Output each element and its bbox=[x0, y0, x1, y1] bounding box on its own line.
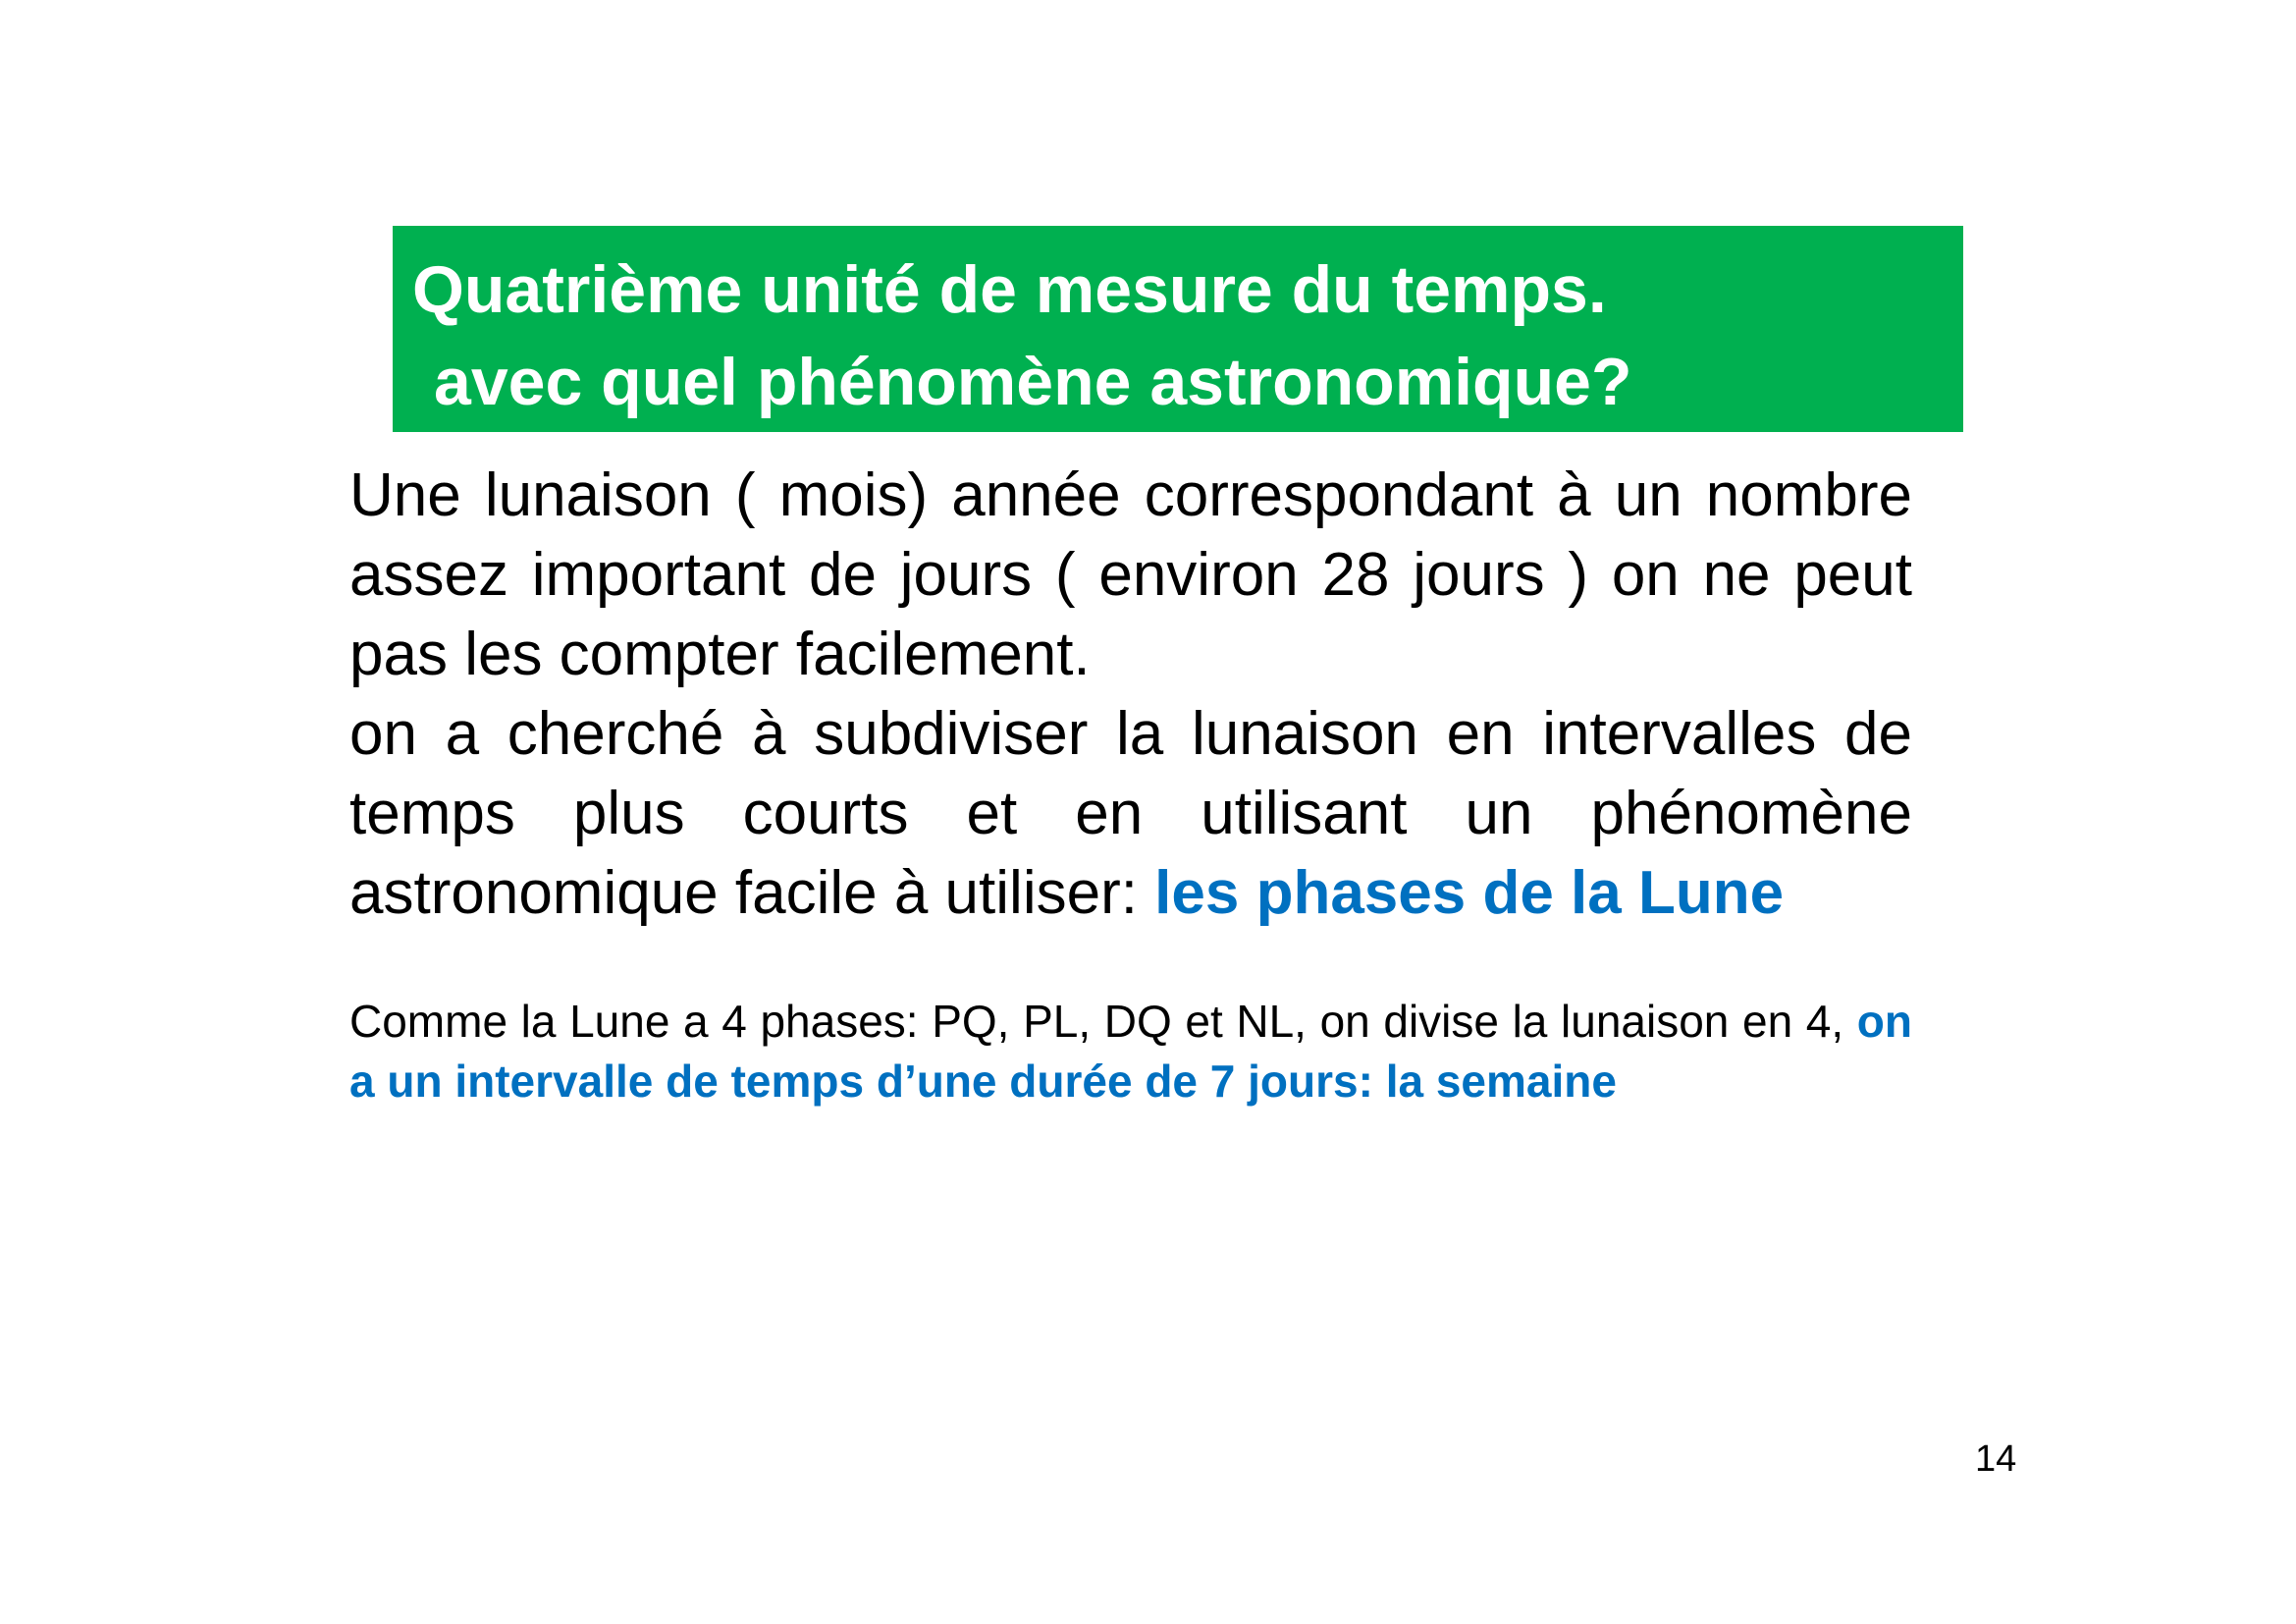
week-definition-highlight: on a un intervalle de temps d’une durée de 7 jours: la semaine bbox=[349, 996, 1912, 1107]
secondary-text-plain: Comme la Lune a 4 phases: PQ, PL, DQ et NL, on divise la lunaison en 4, bbox=[349, 996, 1857, 1047]
slide-title-line-2: avec quel phénomène astronomique? bbox=[434, 345, 1632, 419]
page-number: 14 bbox=[1975, 1438, 2017, 1480]
main-body-text bbox=[349, 456, 1912, 933]
slide-title-banner bbox=[393, 226, 1963, 432]
main-paragraph-1: Une lunaison ( mois) année correspondant à un nombre assez important de jours ( environ 28 jours ) on ne peut pas les compter facilement. bbox=[349, 461, 1912, 688]
main-paragraph-2 bbox=[349, 694, 1912, 933]
moon-phases-highlight: les phases de la Lune bbox=[1154, 859, 1785, 927]
main-paragraph-2-text: on a cherché à subdiviser la lunaison en intervalles de temps plus courts et en utilisant un phénomène astronomique facile à utiliser: bbox=[349, 700, 1912, 927]
slide-title-line-1: Quatrième unité de mesure du temps. bbox=[412, 252, 1607, 327]
secondary-body-text bbox=[349, 992, 1912, 1111]
